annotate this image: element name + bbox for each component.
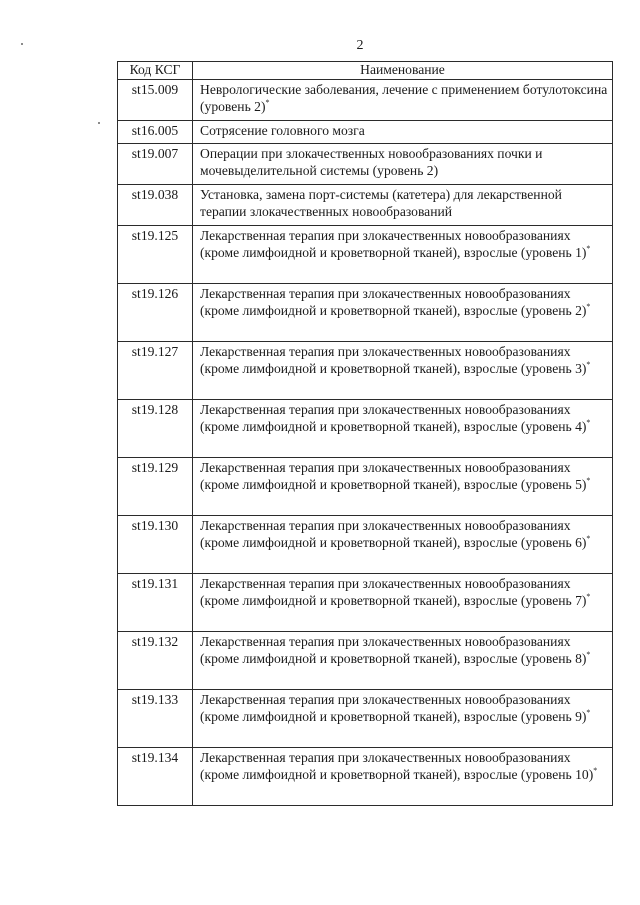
ksg-name-cell: [193, 516, 613, 574]
ksg-name-cell: [193, 632, 613, 690]
table-header-row: [118, 62, 613, 80]
ksg-name: Лекарственная терапия при злокачественных новообразованиях (кроме лимфоидной и кроветворной тканей), взрослые (уровень 3): [200, 344, 587, 376]
ksg-code: st19.131: [118, 574, 193, 632]
ksg-table: [117, 61, 613, 806]
ksg-name: Лекарственная терапия при злокачественных новообразованиях (кроме лимфоидной и кроветворной тканей), взрослые (уровень 7): [200, 576, 587, 608]
ksg-name-cell: [193, 80, 613, 121]
footnote-mark: *: [586, 243, 591, 253]
ksg-name: Лекарственная терапия при злокачественных новообразованиях (кроме лимфоидной и кроветворной тканей), взрослые (уровень 5): [200, 460, 587, 492]
footnote-mark: *: [586, 707, 591, 717]
table-row: [118, 284, 613, 342]
ksg-name-cell: [193, 690, 613, 748]
scan-speck: [21, 43, 23, 45]
ksg-code: st19.133: [118, 690, 193, 748]
ksg-name-cell: [193, 226, 613, 284]
ksg-name: Лекарственная терапия при злокачественных новообразованиях (кроме лимфоидной и кроветворной тканей), взрослые (уровень 8): [200, 634, 587, 666]
ksg-name-cell: [193, 748, 613, 806]
footnote-mark: *: [586, 417, 591, 427]
footnote-mark: *: [265, 97, 270, 107]
ksg-name-cell: [193, 144, 613, 185]
table-row: [118, 458, 613, 516]
ksg-code: st19.126: [118, 284, 193, 342]
ksg-name: Операции при злокачественных новообразованиях почки и мочевыделительной системы (уровень 2): [200, 146, 543, 178]
ksg-code: st19.134: [118, 748, 193, 806]
ksg-code: st16.005: [118, 121, 193, 144]
ksg-name-cell: [193, 121, 613, 144]
scan-speck: [98, 122, 100, 124]
footnote-mark: *: [586, 649, 591, 659]
table-row: [118, 632, 613, 690]
footnote-mark: *: [586, 591, 591, 601]
column-header-name: Наименование: [193, 62, 613, 80]
ksg-name: Лекарственная терапия при злокачественных новообразованиях (кроме лимфоидной и кроветворной тканей), взрослые (уровень 2): [200, 286, 587, 318]
ksg-code: st19.132: [118, 632, 193, 690]
ksg-name: Лекарственная терапия при злокачественных новообразованиях (кроме лимфоидной и кроветворной тканей), взрослые (уровень 4): [200, 402, 587, 434]
ksg-name: Сотрясение головного мозга: [200, 123, 365, 138]
ksg-name: Лекарственная терапия при злокачественных новообразованиях (кроме лимфоидной и кроветворной тканей), взрослые (уровень 10): [200, 750, 594, 782]
ksg-name-cell: [193, 574, 613, 632]
footnote-mark: *: [586, 533, 591, 543]
table-row: [118, 342, 613, 400]
table-row: [118, 748, 613, 806]
ksg-name: Лекарственная терапия при злокачественных новообразованиях (кроме лимфоидной и кроветворной тканей), взрослые (уровень 6): [200, 518, 587, 550]
table-row: [118, 121, 613, 144]
footnote-mark: *: [586, 301, 591, 311]
ksg-code: st19.125: [118, 226, 193, 284]
table-row: [118, 574, 613, 632]
footnote-mark: *: [586, 475, 591, 485]
ksg-name: Лекарственная терапия при злокачественных новообразованиях (кроме лимфоидной и кроветворной тканей), взрослые (уровень 1): [200, 228, 587, 260]
ksg-name: Лекарственная терапия при злокачественных новообразованиях (кроме лимфоидной и кроветворной тканей), взрослые (уровень 9): [200, 692, 587, 724]
ksg-code: st19.038: [118, 185, 193, 226]
ksg-code: st15.009: [118, 80, 193, 121]
ksg-name-cell: [193, 458, 613, 516]
ksg-code: st19.128: [118, 400, 193, 458]
ksg-name-cell: [193, 400, 613, 458]
column-header-code: Код КСГ: [118, 62, 193, 80]
page-number: 2: [356, 38, 364, 53]
table-row: [118, 80, 613, 121]
table-row: [118, 185, 613, 226]
table-row: [118, 400, 613, 458]
table-row: [118, 144, 613, 185]
table-row: [118, 690, 613, 748]
ksg-name-cell: [193, 284, 613, 342]
ksg-name-cell: [193, 185, 613, 226]
table-row: [118, 516, 613, 574]
footnote-mark: *: [586, 359, 591, 369]
ksg-code: st19.129: [118, 458, 193, 516]
ksg-name: Неврологические заболевания, лечение с применением ботулотоксина (уровень 2): [200, 82, 608, 114]
footnote-mark: *: [593, 765, 598, 775]
ksg-code: st19.127: [118, 342, 193, 400]
table-row: [118, 226, 613, 284]
ksg-name-cell: [193, 342, 613, 400]
ksg-code: st19.130: [118, 516, 193, 574]
ksg-name: Установка, замена порт-системы (катетера) для лекарственной терапии злокачественных новообразований: [200, 187, 562, 219]
ksg-code: st19.007: [118, 144, 193, 185]
